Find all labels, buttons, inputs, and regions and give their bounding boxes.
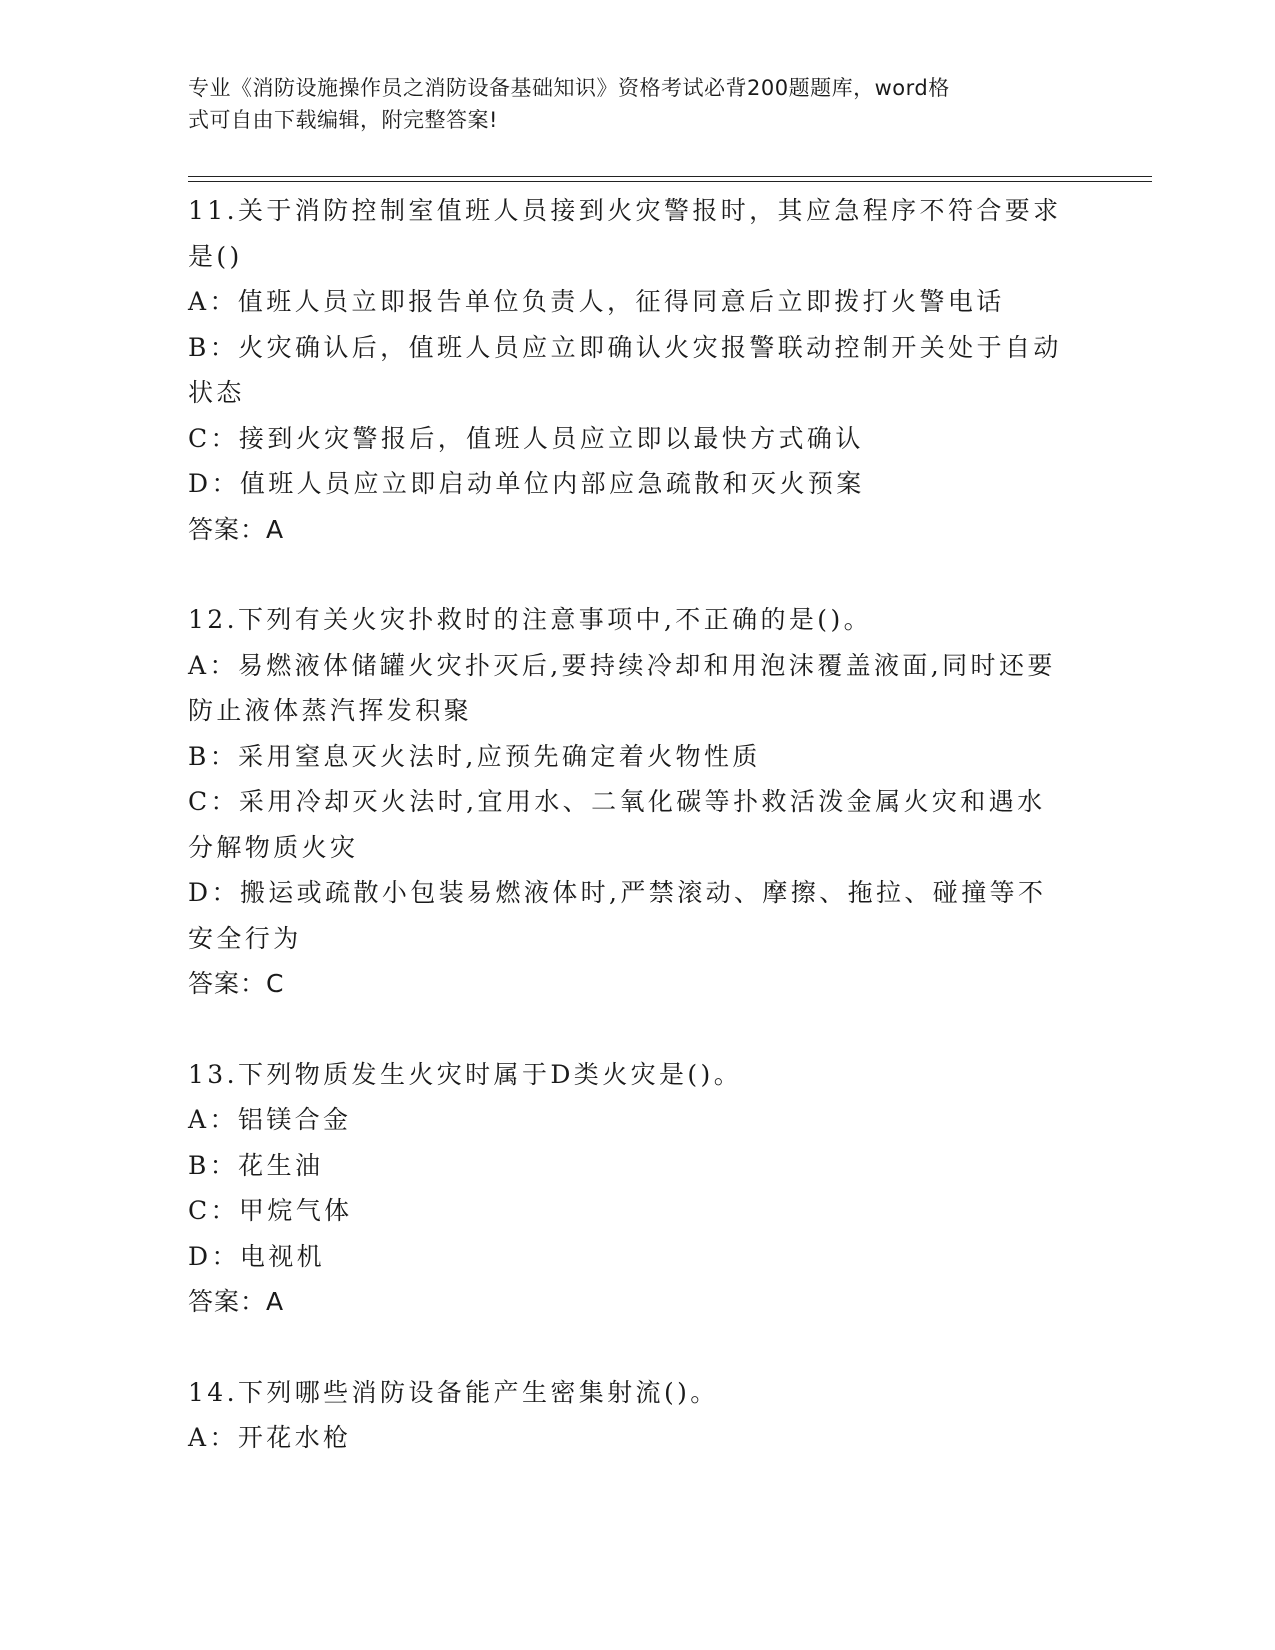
header-line-1: 专业《消防设施操作员之消防设备基础知识》资格考试必背200题题库，word格 bbox=[188, 76, 950, 100]
option-d: 安全行为 bbox=[188, 923, 302, 953]
option-b: B：采用窒息灭火法时,应预先确定着火物性质 bbox=[188, 741, 761, 771]
option-b: B：火灾确认后，值班人员应立即确认火灾报警联动控制开关处于自动 bbox=[188, 332, 1062, 362]
option-a: A：开花水枪 bbox=[188, 1423, 352, 1452]
header-rule-bottom bbox=[188, 181, 1152, 182]
header-line-2: 式可自由下载编辑，附完整答案! bbox=[188, 108, 498, 132]
question-11 bbox=[188, 188, 1088, 552]
option-c: C：甲烷气体 bbox=[188, 1196, 353, 1225]
header-rule-top bbox=[188, 176, 1152, 177]
document-header bbox=[188, 72, 1068, 136]
question-12 bbox=[188, 597, 1088, 1007]
option-d: D：值班人员应立即启动单位内部应急疏散和灭火预案 bbox=[188, 469, 865, 498]
question-stem: 13.下列物质发生火灾时属于D类火灾是()。 bbox=[188, 1059, 743, 1089]
option-a: 防止液体蒸汽挥发积聚 bbox=[188, 696, 473, 725]
question-14 bbox=[188, 1370, 1088, 1461]
option-d: D：搬运或疏散小包装易燃液体时,严禁滚动、摩擦、拖拉、碰撞等不 bbox=[188, 878, 1047, 907]
option-c: C：接到火灾警报后，值班人员应立即以最快方式确认 bbox=[188, 423, 864, 453]
question-13 bbox=[188, 1052, 1088, 1325]
question-list bbox=[188, 188, 1088, 1461]
option-a: A：值班人员立即报告单位负责人，征得同意后立即拨打火警电话 bbox=[188, 287, 1005, 316]
option-c: 分解物质火灾 bbox=[188, 832, 359, 862]
answer: 答案：A bbox=[188, 1287, 285, 1316]
question-stem: 11.关于消防控制室值班人员接到火灾警报时，其应急程序不符合要求 bbox=[188, 196, 1062, 225]
option-a: A：铝镁合金 bbox=[188, 1105, 352, 1134]
option-c: C：采用冷却灭火法时,宜用水、二氧化碳等扑救活泼金属火灾和遇水 bbox=[188, 787, 1046, 816]
option-b: B：花生油 bbox=[188, 1150, 324, 1180]
answer: 答案：A bbox=[188, 514, 285, 544]
answer: 答案：C bbox=[188, 969, 285, 998]
question-stem: 12.下列有关火灾扑救时的注意事项中,不正确的是()。 bbox=[188, 605, 873, 634]
question-stem: 14.下列哪些消防设备能产生密集射流()。 bbox=[188, 1377, 719, 1407]
option-a: A：易燃液体储罐火灾扑灭后,要持续冷却和用泡沫覆盖液面,同时还要 bbox=[188, 650, 1056, 680]
question-stem: 是() bbox=[188, 241, 243, 271]
option-b: 状态 bbox=[188, 378, 245, 407]
option-d: D：电视机 bbox=[188, 1241, 326, 1271]
